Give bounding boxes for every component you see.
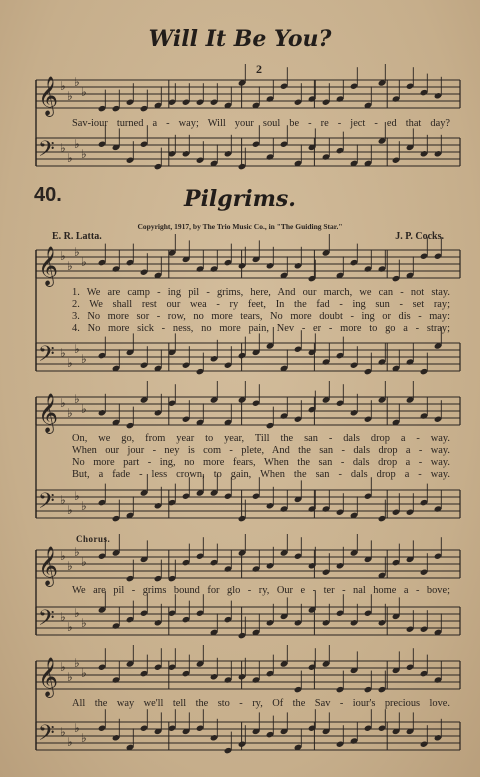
- measure-number: 2: [256, 62, 262, 76]
- flat-icon: ♭: [81, 731, 87, 745]
- flat-icon: ♭: [67, 151, 73, 165]
- previous-hymn-lyric: Sav-iour turned a - way; Will your soul be - re - ject - ed that day?: [72, 118, 450, 129]
- verse-line-2-4: But, a fade - less crown, to gain, When the san - dals drop a - way.: [72, 469, 450, 480]
- verse-line-1-2: 2. We shall rest our wea - ry feet, In the fad - ing sun - set ray;: [72, 299, 450, 310]
- flat-icon: ♭: [81, 147, 87, 161]
- bass-clef-icon: 𝄢: [38, 489, 55, 519]
- flat-icon: ♭: [67, 503, 73, 517]
- flat-icon: ♭: [81, 352, 87, 366]
- flat-icon: ♭: [74, 75, 80, 89]
- flat-icon: ♭: [74, 342, 80, 356]
- treble-clef-icon: 𝄞: [38, 546, 59, 586]
- flat-icon: ♭: [74, 721, 80, 735]
- flat-icon: ♭: [67, 670, 73, 684]
- verse-line-2-2: When our jour - ney is com - plete, And the san - dals drop a - way.: [72, 445, 450, 456]
- flat-icon: ♭: [60, 249, 66, 263]
- flat-icon: ♭: [74, 245, 80, 259]
- chorus-line-2: All the way we'll tell the sto - ry, Of the Sav - iour's precious love.: [72, 698, 450, 709]
- treble-clef-icon: 𝄞: [38, 393, 59, 433]
- flat-icon: ♭: [60, 141, 66, 155]
- chorus-line-1: We are pil - grims bound for glo - ry, Our e - ter - nal home a - bove;: [72, 585, 450, 596]
- verse-line-1-1: 1. We are camp - ing pil - grims, here, And our march, we can - not stay.: [72, 287, 450, 298]
- flat-icon: ♭: [60, 660, 66, 674]
- flat-icon: ♭: [67, 89, 73, 103]
- treble-clef-icon: 𝄞: [38, 246, 59, 286]
- flat-icon: ♭: [74, 545, 80, 559]
- flat-icon: ♭: [60, 79, 66, 93]
- bass-clef-icon: 𝄢: [38, 342, 55, 372]
- flat-icon: ♭: [60, 346, 66, 360]
- flat-icon: ♭: [74, 656, 80, 670]
- flat-icon: ♭: [74, 606, 80, 620]
- verse-line-1-4: 4. No more sick - ness, no more pain, Nev - er - more to go a - stray;: [72, 323, 450, 334]
- flat-icon: ♭: [67, 559, 73, 573]
- flat-icon: ♭: [74, 137, 80, 151]
- treble-clef-icon: 𝄞: [38, 657, 59, 697]
- flat-icon: ♭: [74, 489, 80, 503]
- flat-icon: ♭: [60, 549, 66, 563]
- flat-icon: ♭: [67, 259, 73, 273]
- flat-icon: ♭: [81, 616, 87, 630]
- flat-icon: ♭: [67, 620, 73, 634]
- bass-clef-icon: 𝄢: [38, 137, 55, 167]
- flat-icon: ♭: [74, 392, 80, 406]
- flat-icon: ♭: [60, 725, 66, 739]
- flat-icon: ♭: [67, 735, 73, 749]
- flat-icon: ♭: [81, 499, 87, 513]
- flat-icon: ♭: [81, 666, 87, 680]
- hymn-title: Pilgrims.: [184, 186, 296, 212]
- verse-line-2-3: No more part - ing, no more fears, When the san - dals drop a - way.: [72, 457, 450, 468]
- flat-icon: ♭: [81, 555, 87, 569]
- bass-clef-icon: 𝄢: [38, 606, 55, 636]
- verse-line-1-3: 3. No more sor - row, no more tears, No more doubt - ing or dis - may:: [72, 311, 450, 322]
- flat-icon: ♭: [81, 255, 87, 269]
- treble-clef-icon: 𝄞: [38, 76, 59, 116]
- chorus-label: Chorus.: [76, 534, 111, 544]
- composer-credit: J. P. Cocks.: [395, 231, 444, 242]
- flat-icon: ♭: [81, 402, 87, 416]
- flat-icon: ♭: [60, 396, 66, 410]
- copyright-notice: Copyright, 1917, by The Trio Music Co., in "The Guiding Star.": [137, 222, 343, 231]
- hymn-number: 40.: [34, 184, 62, 206]
- flat-icon: ♭: [81, 85, 87, 99]
- flat-icon: ♭: [67, 406, 73, 420]
- author-credit: E. R. Latta.: [52, 231, 102, 242]
- bass-clef-icon: 𝄢: [38, 721, 55, 751]
- flat-icon: ♭: [60, 610, 66, 624]
- flat-icon: ♭: [60, 493, 66, 507]
- previous-hymn-title: Will It Be You?: [148, 26, 332, 52]
- flat-icon: ♭: [67, 356, 73, 370]
- verse-line-2-1: On, we go, from year to year, Till the san - dals drop a - way.: [72, 433, 450, 444]
